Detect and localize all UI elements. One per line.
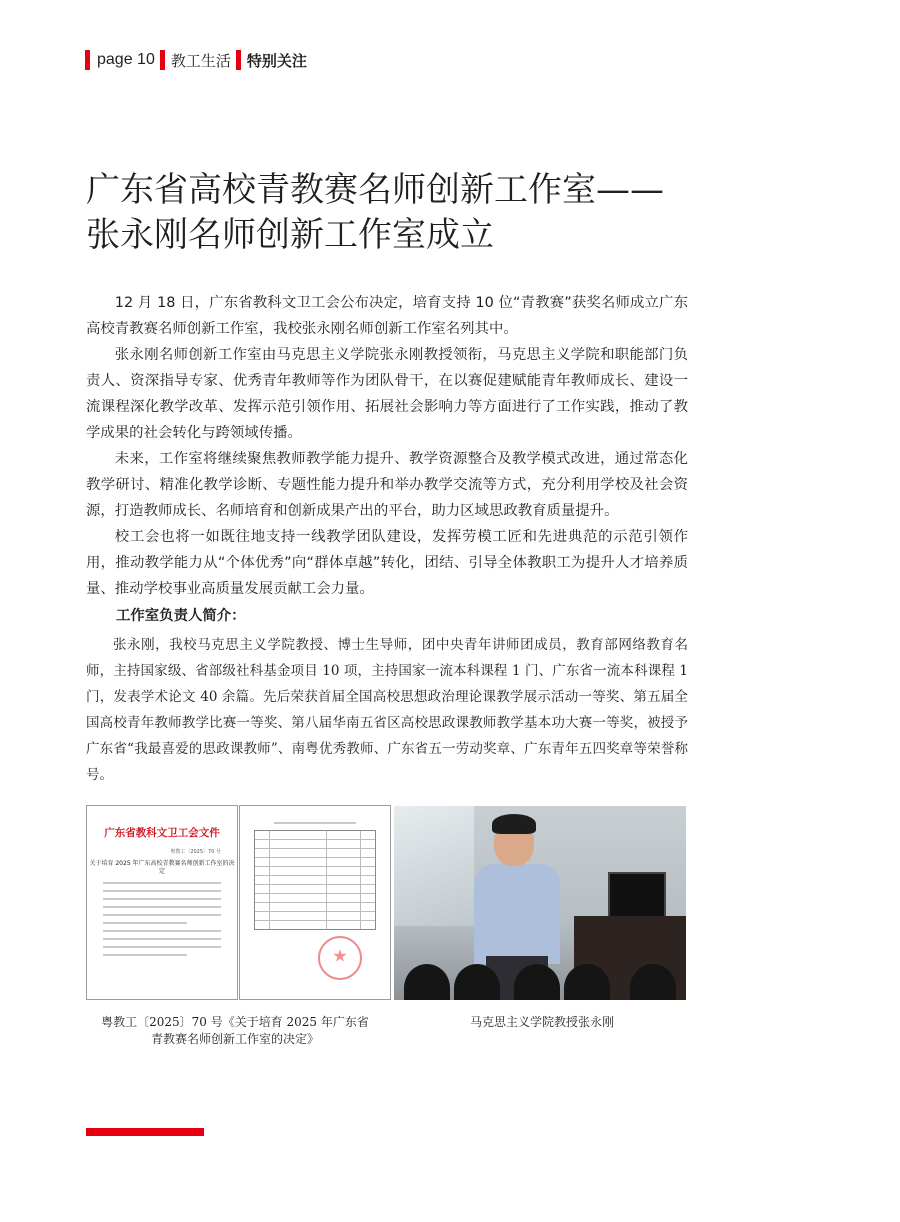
table-row bbox=[255, 885, 375, 894]
table-row bbox=[255, 903, 375, 912]
document-table bbox=[254, 830, 376, 930]
profile-text: 张永刚，我校马克思主义学院教授、博士生导师，团中央青年讲师团成员，教育部网络教育名师，主持国家级、省部级社科基金项目 10 项，主持国家一流本科课程 1 门、广东省一流本科课程 1 门，发表学术论文 40 余篇。先后荣获首届全国高校思想政治理论课教学展示活动一等奖、第五届全国高校青年教师教学比赛一等奖、第八届华南五省区高校思政课教师教学基本功大赛一等奖，被授予广东省“我最喜爱的思政课教师”、南粤优秀教师、广东省五一劳动奖章、广东青年五四奖章等荣誉称号。 bbox=[86, 637, 688, 783]
footer-red-bar bbox=[86, 1128, 204, 1136]
table-row bbox=[255, 858, 375, 867]
table-row bbox=[255, 840, 375, 849]
audience-heads bbox=[394, 956, 686, 1000]
page-number: page 10 bbox=[97, 51, 155, 68]
photo-caption: 马克思主义学院教授张永刚 bbox=[469, 1015, 614, 1029]
section-label: 教工生活 bbox=[170, 51, 231, 70]
subsection-label: 特别关注 bbox=[246, 51, 307, 70]
article-title bbox=[86, 168, 706, 258]
table-row bbox=[255, 849, 375, 858]
professor-photo bbox=[394, 806, 686, 1000]
title-line-2: 张永刚名师创新工作室成立 bbox=[86, 215, 494, 255]
profile-heading: 工作室负责人简介： bbox=[116, 608, 246, 624]
body-paragraph: 12 月 18 日，广东省教科文卫工会公布决定，培育支持 10 位“青教赛”获奖名师成立广东高校青教赛名师创新工作室，我校张永刚名师创新工作室名列其中。 bbox=[86, 295, 688, 337]
document-caption bbox=[70, 1014, 400, 1048]
document-number: 粤教工〔2025〕70 号 bbox=[170, 849, 221, 855]
document-text-line bbox=[103, 882, 221, 884]
document-text-line bbox=[103, 906, 221, 908]
table-row bbox=[255, 894, 375, 903]
article-body bbox=[86, 290, 688, 602]
body-paragraph: 校工会也将一如既往地支持一线教学团队建设，发挥劳模工匠和先进典范的示范引领作用，推动教学能力从“个体优秀”向“群体卓越”转化，团结、引导全体教职工为提升人才培养质量、推动学校事业高质量发展贡献工会力量。 bbox=[86, 529, 688, 597]
document-letterhead: 广东省教科文卫工会文件 bbox=[104, 827, 220, 839]
header-red-bar bbox=[160, 50, 165, 70]
profile-section bbox=[86, 604, 688, 788]
document-text-line bbox=[103, 914, 221, 916]
document-image-page-2 bbox=[239, 805, 391, 1000]
table-caption-line bbox=[274, 822, 356, 824]
document-text-line bbox=[103, 898, 221, 900]
header-red-bar bbox=[236, 50, 241, 70]
table-row bbox=[255, 912, 375, 921]
speaker-shirt bbox=[474, 864, 560, 964]
running-header bbox=[85, 48, 307, 72]
title-line-1: 广东省高校青教赛名师创新工作室—— bbox=[86, 170, 664, 210]
header-red-bar bbox=[85, 50, 90, 70]
table-row bbox=[255, 831, 375, 840]
projection-screen bbox=[394, 806, 474, 926]
table-row bbox=[255, 867, 375, 876]
document-text-line bbox=[103, 946, 221, 948]
speaker-hair bbox=[492, 814, 536, 834]
document-text-line bbox=[103, 938, 221, 940]
official-seal-icon bbox=[318, 936, 362, 980]
document-subject: 关于培育 2025 年广东高校青教赛名师创新工作室的决定 bbox=[89, 860, 235, 875]
body-paragraph: 张永刚名师创新工作室由马克思主义学院张永刚教授领衔，马克思主义学院和职能部门负责人、资深指导专家、优秀青年教师等作为团队骨干，在以赛促建赋能青年教师成长、建设一流课程深化教学改革、发挥示范引领作用、拓展社会影响力等方面进行了工作实践，推动了教学成果的社会转化与跨领域传播。 bbox=[86, 347, 688, 441]
document-caption-line-1: 粤教工〔2025〕70 号《关于培育 2025 年广东省 bbox=[101, 1015, 369, 1029]
document-text-line bbox=[103, 930, 221, 932]
table-row bbox=[255, 876, 375, 885]
body-paragraph: 未来，工作室将继续聚焦教师教学能力提升、教学资源整合及教学模式改进，通过常态化教学研讨、精准化教学诊断、专题性能力提升和举办教学交流等方式，充分利用学校及社会资源，打造教师成长、名师培育和创新成果产出的平台，助力区域思政教育质量提升。 bbox=[86, 451, 688, 519]
monitor bbox=[608, 872, 666, 920]
document-caption-line-2: 青教赛名师创新工作室的决定》 bbox=[150, 1032, 319, 1046]
document-text-line bbox=[103, 890, 221, 892]
document-text-line bbox=[103, 954, 187, 956]
document-text-line bbox=[103, 922, 187, 924]
document-image-page-1 bbox=[86, 805, 238, 1000]
table-row bbox=[255, 921, 375, 929]
